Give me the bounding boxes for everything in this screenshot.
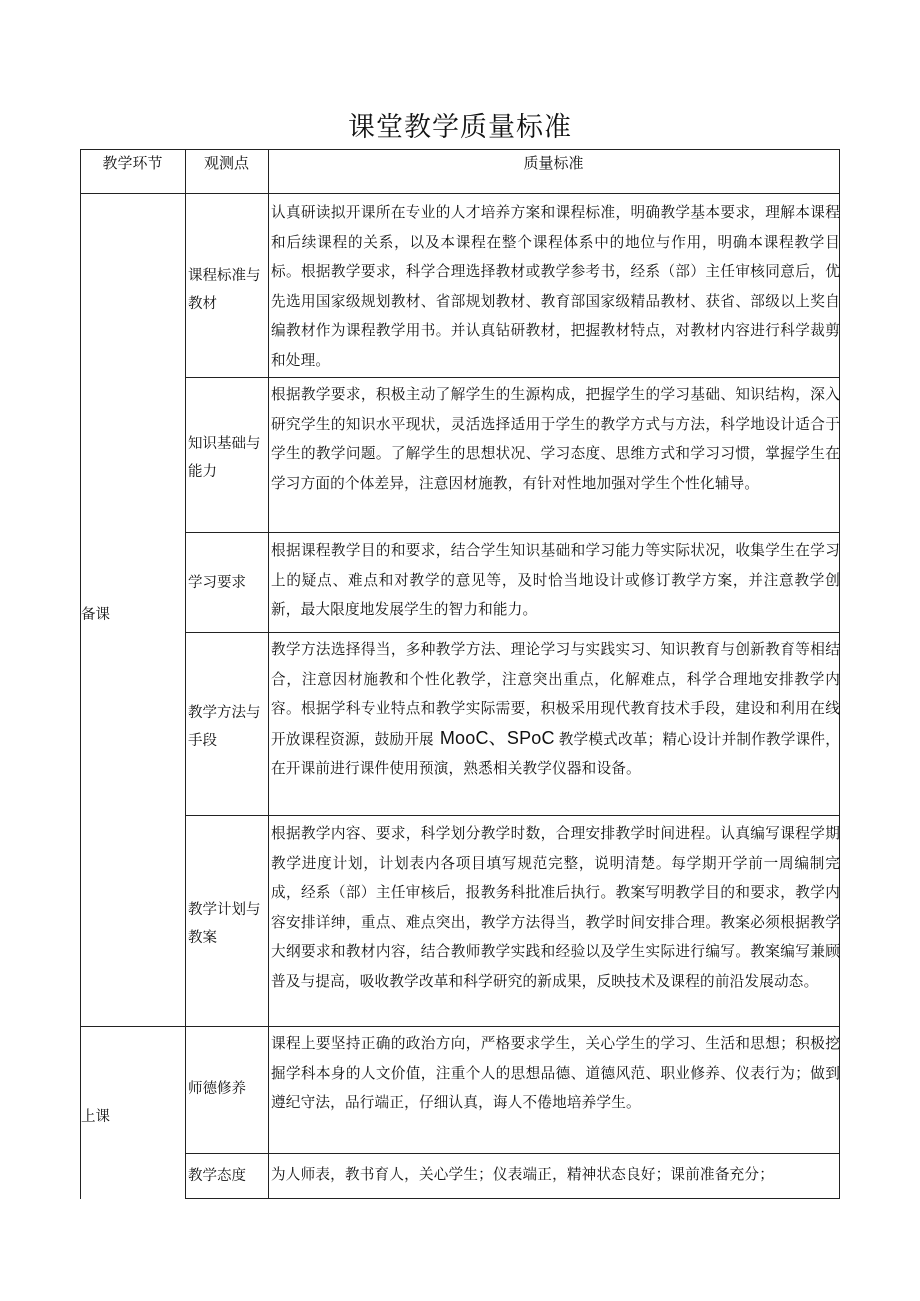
standard-teacher-ethics: 课程上要坚持正确的政治方向，严格要求学生，关心学生的学习、生活和思想；积极挖掘学科本身的人文价值，注重个人的思想品德、道德风范、职业修养、仪表行为；做到遵纪守法，品行端正，仔细认真，诲人不倦地培养学生。 [271,1035,840,1111]
point-curriculum-textbook: 课程标准与教材 [188,268,261,312]
standard-teaching-methods-part2: 教学模式改革；精心设计并制作教学课件，在开课前进行课件使用预演，熟悉相关教学仪器和设备。 [271,730,840,777]
header-quality-standard: 质量标准 [523,154,584,172]
standard-knowledge-ability: 根据教学要求，积极主动了解学生的生源构成，把握学生的学习基础、知识结构，深入研究学生的知识水平现状，灵活选择适用于学生的教学方式与方法，科学地设计适合于学生的教学问题。了解学生的思想状况、学习态度、思维方式和学习习惯，掌握学生在学习方面的个体差异，注意因材施教，有针对性地加强对学生个性化辅导。 [271,386,840,492]
point-learning-requirements: 学习要求 [188,575,246,591]
standard-curriculum-textbook: 认真研读拟开课所在专业的人才培养方案和课程标准，明确教学基本要求，理解本课程和后续课程的关系，以及本课程在整个课程体系中的地位与作用，明确本课程教学目标。根据教学要求，科学合理选择教材或教学参考书，经系（部）主任审核同意后，优先选用国家级规划教材、省部规划教材、教育部国家级精品教材、获省、部级以上奖自编教材作为课程教学用书。并认真钻研教材，把握教材特点，对教材内容进行科学裁剪和处理。 [271,204,840,369]
standard-learning-requirements: 根据课程教学目的和要求，结合学生知识基础和学习能力等实际状况，收集学生在学习上的疑点、难点和对教学的意见等，及时恰当地设计或修订教学方案，并注意教学创新，最大限度地发展学生的智力和能力。 [271,542,840,618]
standard-teaching-methods [271,635,840,784]
stage-class: 上课 [81,1109,110,1125]
standard-teaching-attitude: 为人师表，教书育人，关心学生；仪表端正，精神状态良好；课前准备充分； [271,1166,774,1183]
stage-prep: 备课 [81,607,110,623]
point-teacher-ethics: 师德修养 [188,1081,246,1097]
page-title: 课堂教学质量标准 [348,112,572,143]
header-stage: 教学环节 [102,154,163,172]
standard-teaching-methods-part1: 教学方法选择得当，多种教学方法、理论学习与实践实习、知识教育与创新教育等相结合，注意因材施教和个性化教学，注意突出重点，化解难点，科学合理地安排教学内容。根据学科专业特点和教学实际需要，积极采用现代教育技术手段，建设和利用在线开放课程资源，鼓励开展 [271,641,840,748]
point-teaching-attitude: 教学态度 [188,1168,246,1184]
point-teaching-methods: 教学方法与手段 [188,705,261,749]
point-teaching-plan: 教学计划与教案 [188,902,261,946]
standard-teaching-plan: 根据教学内容、要求，科学划分教学时数，合理安排教学时间进程。认真编写课程学期教学进度计划，计划表内各项目填写规范完整，说明清楚。每学期开学前一周编制完成，经系（部）主任审核后，报教务科批准后执行。教案写明教学目的和要求，教学内容安排详绅，重点、难点突出，教学方法得当，教学时间安排合理。教案必须根据教学大纲要求和教材内容，结合教师教学实践和经验以及学生实际进行编写。教案编写兼顾普及与提高，吸收教学改革和科学研究的新成果，反映技术及课程的前沿发展动态。 [271,825,840,990]
standard-teaching-methods-mooc: MooC、SPoC [439,727,555,748]
point-knowledge-ability: 知识基础与能力 [188,436,261,480]
header-observation-point: 观测点 [203,154,249,172]
